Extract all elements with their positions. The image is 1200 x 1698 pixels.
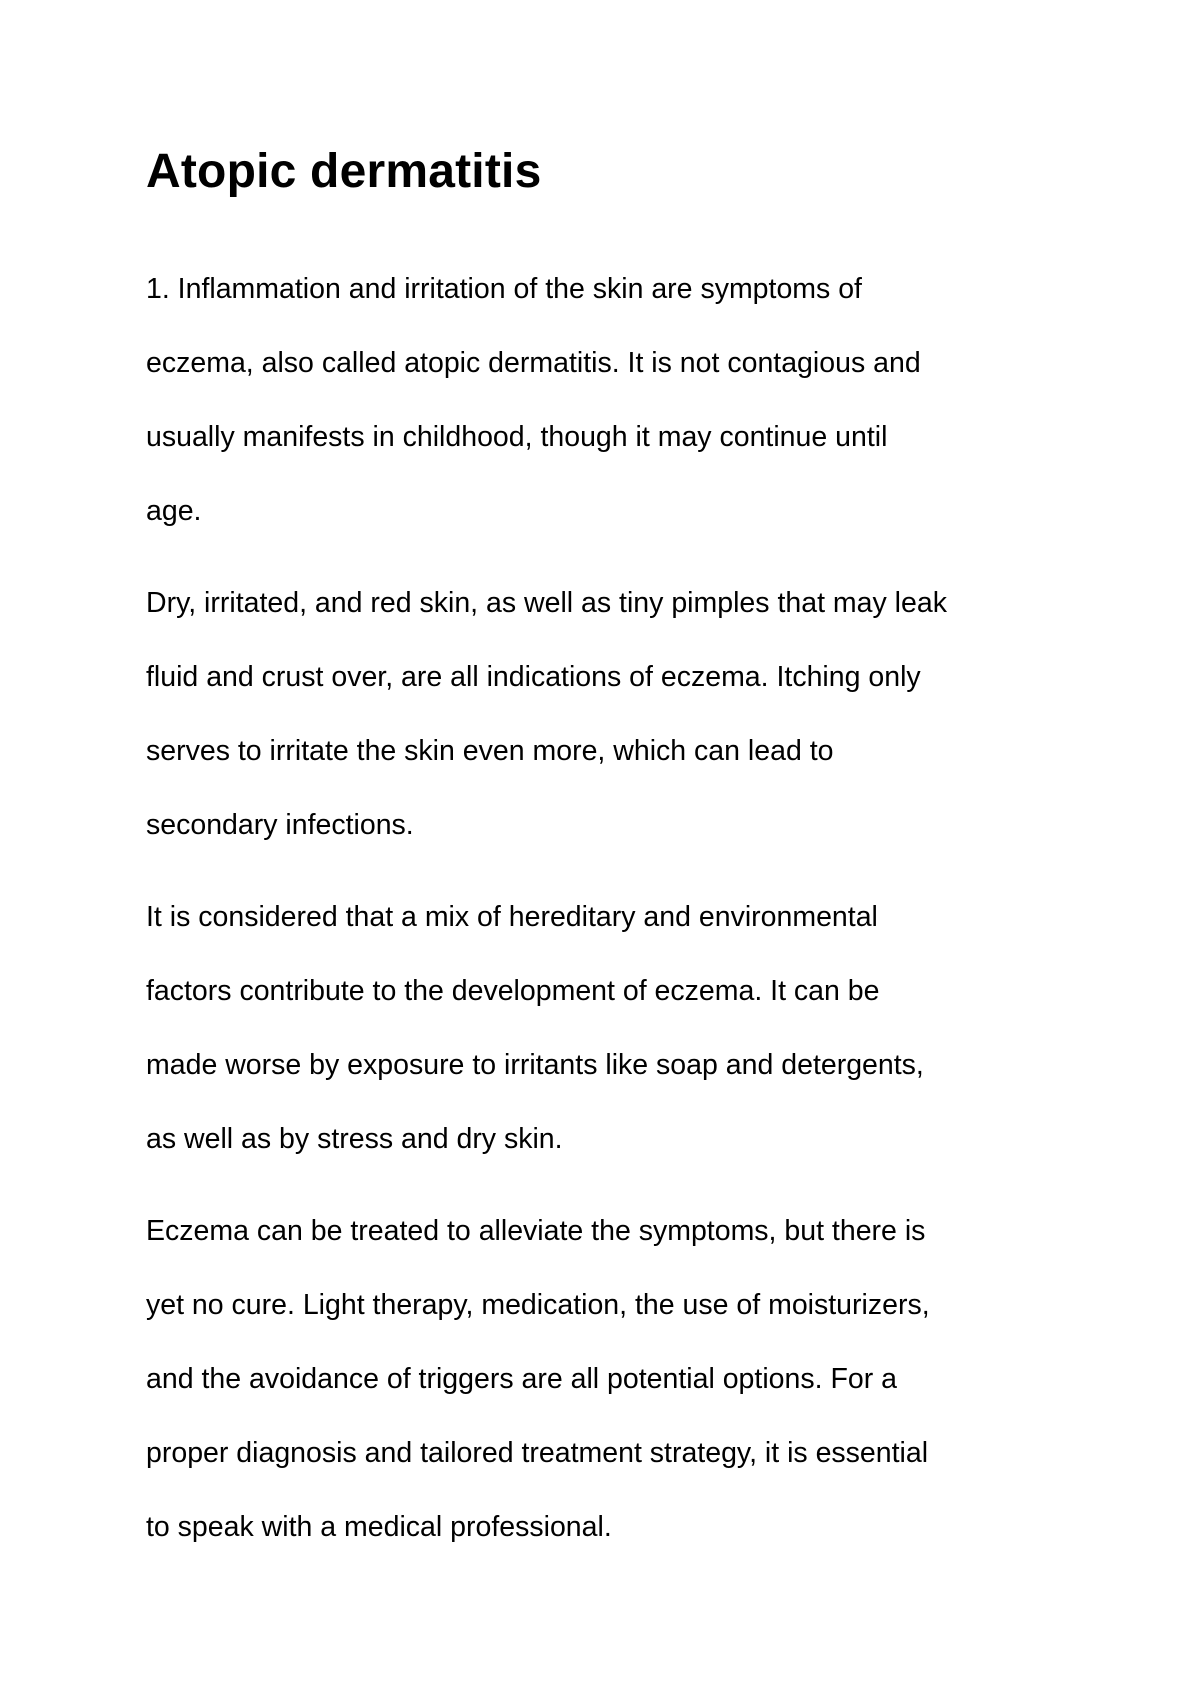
document-title: Atopic dermatitis (146, 145, 542, 198)
paragraph-line: and the avoidance of triggers are all potential options. For a (146, 1363, 897, 1395)
paragraph-2 (146, 566, 1076, 862)
paragraph-3 (146, 880, 1076, 1176)
paragraph-line: age. (146, 495, 202, 527)
paragraph-line: as well as by stress and dry skin. (146, 1123, 563, 1155)
paragraph-line: to speak with a medical professional. (146, 1511, 612, 1543)
paragraph-line: proper diagnosis and tailored treatment strategy, it is essential (146, 1437, 929, 1469)
paragraph-line: secondary infections. (146, 809, 414, 841)
paragraph-line: 1. Inflammation and irritation of the skin are symptoms of (146, 273, 862, 305)
paragraph-line: It is considered that a mix of hereditary and environmental (146, 901, 878, 933)
paragraph-line: factors contribute to the development of eczema. It can be (146, 975, 880, 1007)
paragraph-line: yet no cure. Light therapy, medication, the use of moisturizers, (146, 1289, 930, 1321)
paragraph-line: Dry, irritated, and red skin, as well as tiny pimples that may leak (146, 587, 947, 619)
document-body (146, 140, 1076, 1564)
paragraph-1 (146, 252, 1076, 548)
paragraph-line: made worse by exposure to irritants like soap and detergents, (146, 1049, 924, 1081)
paragraph-line: eczema, also called atopic dermatitis. It is not contagious and (146, 347, 921, 379)
paragraph-line: Eczema can be treated to alleviate the symptoms, but there is (146, 1215, 926, 1247)
paragraph-line: fluid and crust over, are all indications of eczema. Itching only (146, 661, 921, 693)
paragraph-line: serves to irritate the skin even more, which can lead to (146, 735, 834, 767)
paragraph-line: usually manifests in childhood, though it may continue until (146, 421, 888, 453)
paragraph-4 (146, 1194, 1076, 1564)
